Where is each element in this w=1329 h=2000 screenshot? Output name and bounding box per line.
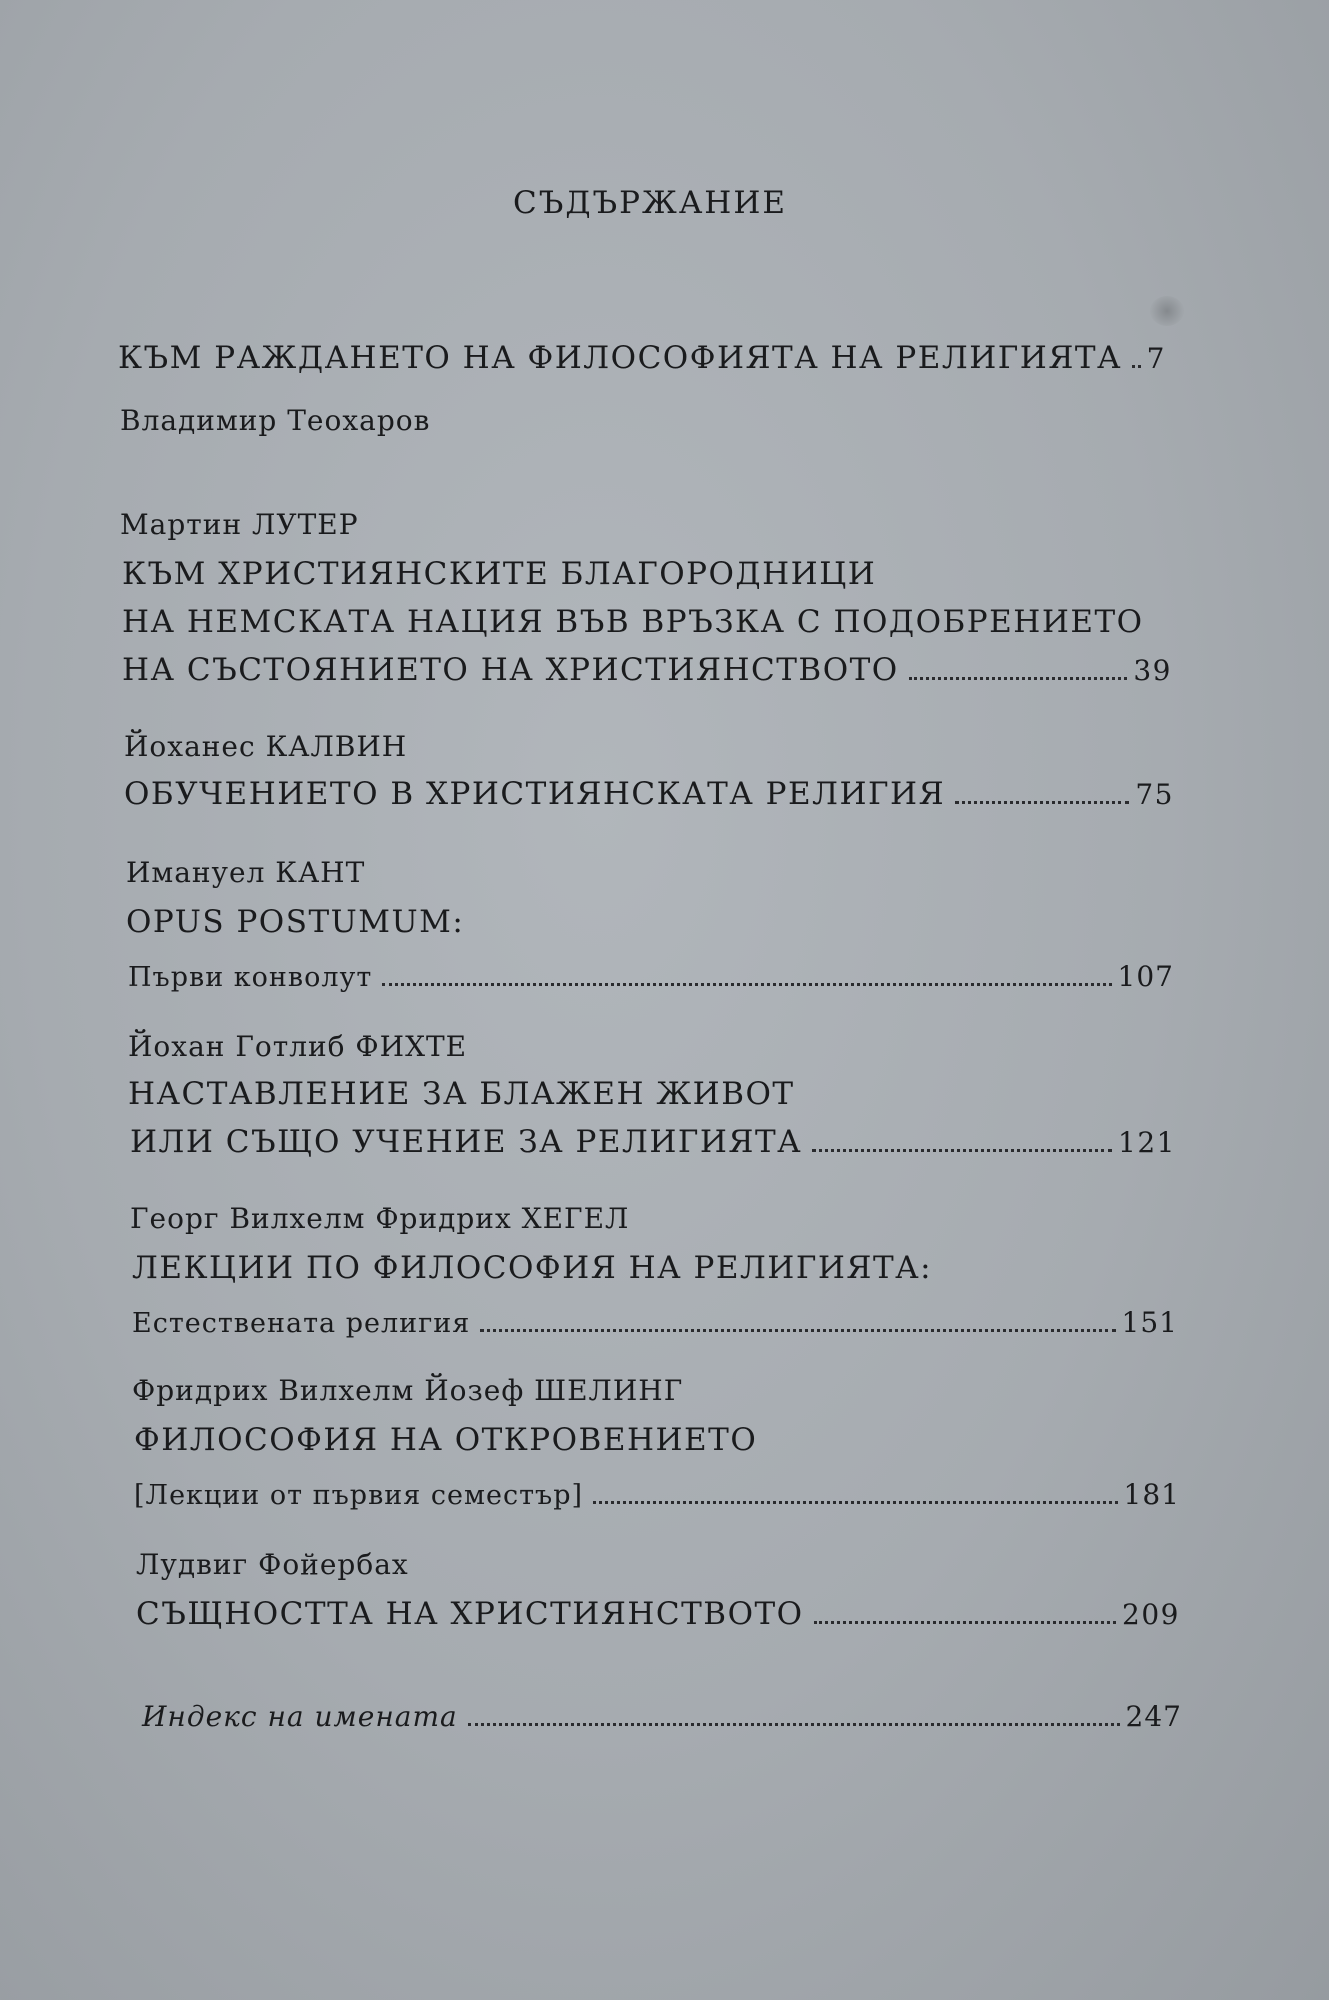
entry-author: Мартин ЛУТЕР	[120, 508, 359, 541]
toc-entry-kant	[128, 960, 1174, 993]
entry-title-line: ФИЛОСОФИЯ НА ОТКРОВЕНИЕТО	[134, 1422, 758, 1458]
page-number: 181	[1123, 1478, 1180, 1511]
entry-title-line: Първи конволут	[128, 962, 373, 993]
entry-title-line: КЪМ ХРИСТИЯНСКИТЕ БЛАГОРОДНИЦИ	[122, 556, 877, 592]
page-number: 209	[1122, 1598, 1180, 1631]
entry-title-line: [Лекции от първия семестър]	[134, 1480, 584, 1511]
entry-title-line: НАСТАВЛЕНИЕ ЗА БЛАЖЕН ЖИВОТ	[128, 1076, 795, 1112]
entry-title-line: ОБУЧЕНИЕТО В ХРИСТИЯНСКАТА РЕЛИГИЯ	[124, 776, 946, 812]
toc-entry-luther	[122, 652, 1172, 688]
entry-title-line: СЪЩНОСТТА НА ХРИСТИЯНСТВОТО	[136, 1596, 804, 1632]
toc-entry-intro	[118, 340, 1166, 376]
page-number: 121	[1118, 1126, 1176, 1159]
entry-title-line: ИЛИ СЪЩО УЧЕНИЕ ЗА РЕЛИГИЯТА	[130, 1124, 803, 1160]
entry-author: Имануел КАНТ	[126, 856, 366, 889]
entry-author: Лудвиг Фойербах	[136, 1548, 409, 1581]
entry-title-line: НА СЪСТОЯНИЕТО НА ХРИСТИЯНСТВОТО	[122, 652, 899, 688]
dot-leader	[909, 676, 1128, 680]
page-number: 247	[1125, 1700, 1182, 1733]
entry-title: КЪМ РАЖДАНЕТО НА ФИЛОСОФИЯТА НА РЕЛИГИЯТА	[118, 340, 1123, 376]
entry-title-line: НА НЕМСКАТА НАЦИЯ ВЪВ ВРЪЗКА С ПОДОБРЕНИЕТО	[122, 604, 1144, 640]
dot-leader	[593, 1500, 1118, 1504]
entry-title: Индекс на имената	[142, 1700, 458, 1733]
page-number: 75	[1135, 778, 1174, 811]
page-number: 151	[1121, 1306, 1178, 1339]
toc-entry-hegel	[132, 1306, 1178, 1339]
entry-author: Йохан Готлиб ФИХТЕ	[128, 1030, 468, 1063]
entry-title-line: OPUS POSTUMUM:	[126, 904, 465, 940]
toc-entry-calvin	[124, 776, 1174, 812]
page-number: 107	[1117, 960, 1174, 993]
page-smudge	[1150, 296, 1184, 326]
page-number: 39	[1133, 654, 1172, 687]
toc-heading: СЪДЪРЖАНИЕ	[512, 185, 788, 221]
entry-author: Георг Вилхелм Фридрих ХЕГЕЛ	[130, 1202, 630, 1235]
toc-entry-schelling	[134, 1478, 1180, 1511]
entry-author: Йоханес КАЛВИН	[124, 730, 408, 763]
dot-leader	[468, 1722, 1120, 1726]
dot-leader	[955, 800, 1129, 804]
toc-entry-feuerbach	[136, 1596, 1180, 1632]
toc-entry-index	[142, 1700, 1182, 1733]
dot-leader	[812, 1148, 1112, 1152]
dot-leader	[814, 1620, 1116, 1624]
toc-entry-fichte	[130, 1124, 1176, 1160]
dot-leader	[382, 982, 1111, 986]
entry-title-line: ЛЕКЦИИ ПО ФИЛОСОФИЯ НА РЕЛИГИЯТА:	[132, 1250, 933, 1286]
dot-leader	[480, 1328, 1115, 1332]
entry-author: Фридрих Вилхелм Йозеф ШЕЛИНГ	[132, 1374, 684, 1407]
dot-leader	[1132, 364, 1141, 368]
entry-title-line: Естествената религия	[132, 1308, 471, 1339]
page-number: 7	[1146, 342, 1166, 375]
entry-author: Владимир Теохаров	[120, 404, 431, 437]
